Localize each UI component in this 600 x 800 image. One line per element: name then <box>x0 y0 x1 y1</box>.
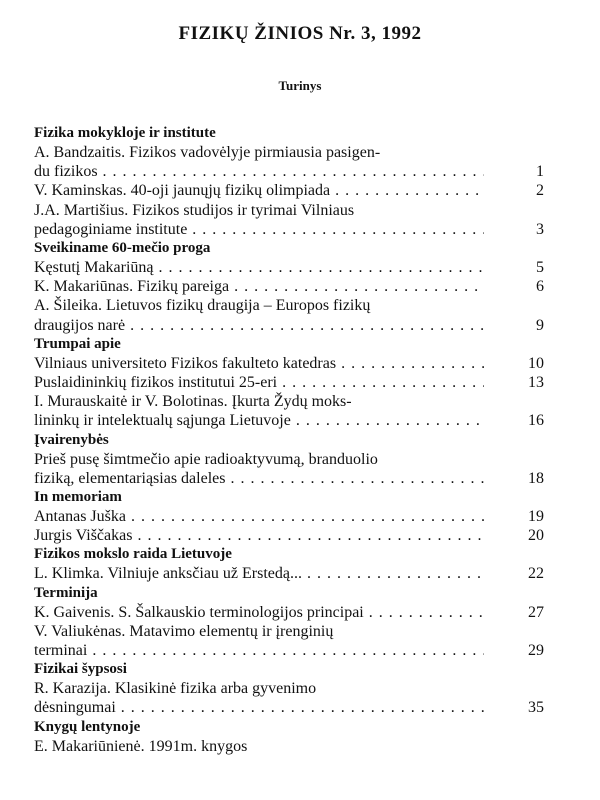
toc-entry-text <box>34 622 484 660</box>
toc-entry-text <box>34 143 484 181</box>
toc-entry-line: J.A. Martišius. Fizikos studijos ir tyrimai Vilniaus <box>34 201 355 219</box>
toc-entry-line: Vilniaus universiteto Fizikos fakulteto katedras . . . <box>34 354 484 373</box>
toc-entry-line: fiziką, elementariąsias daleles . . . <box>34 469 484 488</box>
toc-entry <box>34 526 554 545</box>
toc-entry-text <box>34 277 484 296</box>
table-of-contents <box>34 124 554 756</box>
toc-section-heading: Trumpai apie <box>34 335 121 352</box>
toc-entry <box>34 507 554 526</box>
toc-entry-line: E. Makariūnienė. 1991m. knygos <box>34 737 248 755</box>
toc-entry-line: pedagoginiame institute . . . <box>34 220 484 239</box>
toc-page-number: 18 <box>528 469 544 487</box>
toc-section-heading: Fizikai šypsosi <box>34 661 127 678</box>
toc-page-number: 29 <box>528 642 544 660</box>
toc-entry-text <box>34 373 484 392</box>
toc-entry-line: A. Šileika. Lietuvos fizikų draugija – Europos fizikų <box>34 297 371 315</box>
toc-section-heading: Knygų lentynoje <box>34 718 141 735</box>
toc-entry <box>34 564 554 583</box>
toc-page-number: 5 <box>536 259 544 277</box>
toc-entry-text <box>34 450 484 488</box>
toc-page-number: 9 <box>536 316 544 334</box>
toc-entry <box>34 296 554 334</box>
toc-entry <box>34 373 554 392</box>
toc-entry-line: Kęstutį Makariūną . . . <box>34 258 484 277</box>
toc-page-number: 6 <box>536 278 544 296</box>
toc-page-number: 2 <box>536 182 544 200</box>
toc-entry <box>34 258 554 277</box>
toc-section-heading: Fizikos mokslo raida Lietuvoje <box>34 546 232 563</box>
toc-entry <box>34 277 554 296</box>
toc-entry-line: du fizikos . . . <box>34 162 484 181</box>
toc-section-heading: Fizika mokykloje ir institute <box>34 125 216 141</box>
toc-entry-line: I. Murauskaitė ir V. Bolotinas. Įkurta Žydų moks- <box>34 393 352 411</box>
toc-entry-text <box>34 296 484 334</box>
toc-entry <box>34 181 554 200</box>
toc-entry-line: V. Valiukėnas. Matavimo elementų ir įrenginių <box>34 622 334 640</box>
toc-entry-text <box>34 354 484 373</box>
toc-entry-line: Prieš pusę šimtmečio apie radioaktyvumą, branduolio <box>34 450 378 468</box>
toc-entry-text <box>34 679 484 717</box>
toc-entry <box>34 392 554 430</box>
toc-entry-line: R. Karazija. Klasikinė fizika arba gyvenimo <box>34 680 317 698</box>
toc-page-number: 19 <box>528 508 544 526</box>
toc-entry-line: dėsningumai . . . <box>34 698 484 717</box>
toc-page-number: 27 <box>528 603 544 621</box>
toc-entry-line: Jurgis Viščakas . . . <box>34 526 484 545</box>
toc-page-number: 20 <box>528 527 544 545</box>
toc-page-number: 22 <box>528 565 544 583</box>
toc-page-number: 3 <box>536 220 544 238</box>
toc-page-number: 16 <box>528 412 544 430</box>
toc-entry <box>34 201 554 239</box>
toc-entry-text <box>34 603 484 622</box>
toc-page-number: 35 <box>528 699 544 717</box>
toc-section-heading: In memoriam <box>34 489 122 506</box>
toc-entry-line: Antanas Juška . . . <box>34 507 484 526</box>
page-title: FIZIKŲ ŽINIOS Nr. 3, 1992 <box>178 23 422 44</box>
toc-entry-text <box>34 258 484 277</box>
toc-entry-text <box>34 526 484 545</box>
toc-entry-line: K. Makariūnas. Fizikų pareiga . . . <box>34 277 484 296</box>
toc-entry <box>34 679 554 717</box>
toc-entry-text <box>34 507 484 526</box>
toc-entry <box>34 450 554 488</box>
toc-section-heading: Terminija <box>34 584 98 601</box>
toc-entry-line: L. Klimka. Vilniuje anksčiau už Erstedą... . . . <box>34 564 484 583</box>
toc-entry-line: terminai . . . <box>34 641 484 660</box>
toc-entry-line: K. Gaivenis. S. Šalkauskio terminologijos principai . . . <box>34 603 484 622</box>
toc-entry-text <box>34 181 484 200</box>
toc-section-heading: Sveikiname 60-mečio proga <box>34 240 211 257</box>
toc-entry-text <box>34 737 484 756</box>
toc-entry-line: lininkų ir intelektualų sąjunga Lietuvoje . . . <box>34 411 484 430</box>
toc-page-number: 10 <box>528 354 544 372</box>
toc-entry-text <box>34 564 484 583</box>
toc-entry-text <box>34 392 484 430</box>
toc-entry <box>34 622 554 660</box>
contents-heading: Turinys <box>278 78 322 93</box>
toc-section-heading: Įvairenybės <box>34 431 109 448</box>
toc-entry <box>34 143 554 181</box>
toc-page-number: 1 <box>536 163 544 181</box>
toc-entry-line: Puslaidininkių fizikos institutui 25-eri . . . <box>34 373 484 392</box>
toc-entry <box>34 603 554 622</box>
toc-entry-text <box>34 201 484 239</box>
toc-page-number: 13 <box>528 374 544 392</box>
toc-entry <box>34 737 554 756</box>
toc-entry-line: draugijos narė . . . <box>34 316 484 335</box>
toc-entry-line: V. Kaminskas. 40-oji jaunųjų fizikų olimpiada . . . <box>34 181 484 200</box>
toc-entry <box>34 354 554 373</box>
toc-entry-line: A. Bandzaitis. Fizikos vadovėlyje pirmiausia pasigen- <box>34 144 381 161</box>
